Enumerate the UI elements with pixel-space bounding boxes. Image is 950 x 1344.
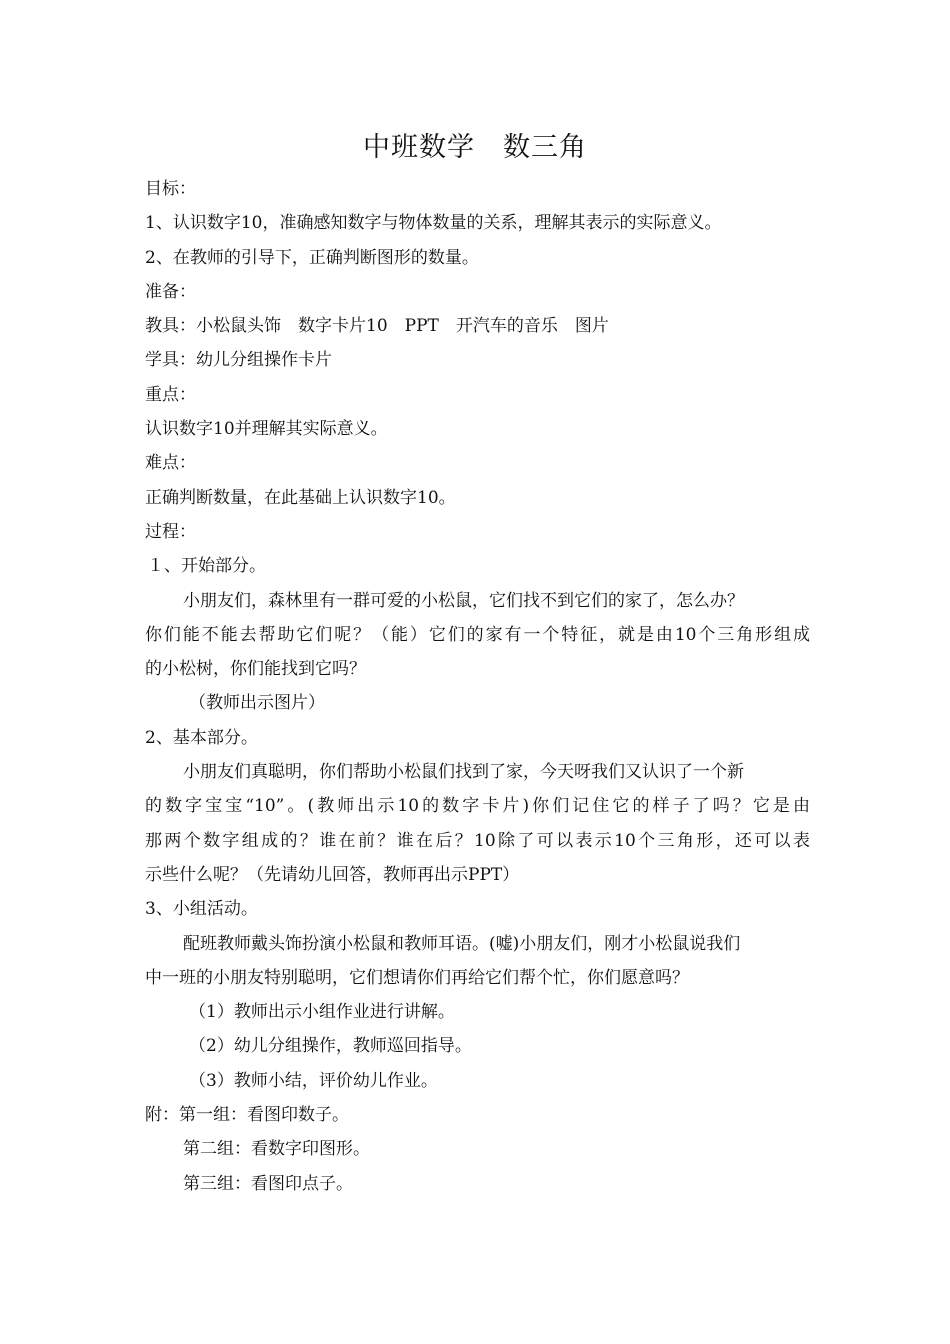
text-line: 附：第一组：看图印数子。 bbox=[145, 1105, 349, 1126]
text-line: 那两个数字组成的？谁在前？谁在后？10除了可以表示10个三角形，还可以表 bbox=[145, 830, 810, 851]
text-line: 小朋友们，森林里有一群可爱的小松鼠，它们找不到它们的家了，怎么办？ bbox=[183, 590, 744, 611]
text-line: 的数字宝宝“10”。(教师出示10的数字卡片)你们记住它的样子了吗？它是由 bbox=[145, 796, 810, 817]
text-line: （1）教师出示小组作业进行讲解。 bbox=[189, 1002, 455, 1023]
text-line: 目标： bbox=[145, 179, 196, 199]
text-line: 2、基本部分。 bbox=[145, 727, 258, 748]
text-line: （2）幼儿分组操作，教师巡回指导。 bbox=[189, 1036, 472, 1057]
text-line: 难点： bbox=[145, 453, 196, 474]
page-title: 中班数学 数三角 bbox=[363, 132, 587, 163]
text-line: 中一班的小朋友特别聪明，它们想请你们再给它们帮个忙，你们愿意吗？ bbox=[145, 967, 689, 988]
text-line: 示些什么呢？（先请幼儿回答，教师再出示PPT） bbox=[145, 864, 520, 885]
text-line: （3）教师小结，评价幼儿作业。 bbox=[189, 1070, 438, 1091]
text-line: 准备： bbox=[145, 281, 196, 302]
text-line: 重点： bbox=[145, 384, 196, 405]
text-line: （教师出示图片） bbox=[189, 693, 325, 714]
text-line: 你们能不能去帮助它们呢？（能）它们的家有一个特征，就是由10个三角形组成 bbox=[145, 624, 810, 645]
text-line: 的小松树，你们能找到它吗？ bbox=[145, 659, 366, 680]
text-line: 教具：小松鼠头饰 数字卡片10 PPT 开汽车的音乐 图片 bbox=[145, 316, 609, 337]
text-line: 配班教师戴头饰扮演小松鼠和教师耳语。(嘘)小朋友们，刚才小松鼠说我们 bbox=[183, 933, 741, 954]
text-line: 2、在教师的引导下，正确判断图形的数量。 bbox=[145, 247, 479, 268]
document-body bbox=[145, 172, 810, 1201]
text-line: 学具：幼儿分组操作卡片 bbox=[145, 350, 332, 371]
text-line: 正确判断数量，在此基础上认识数字10。 bbox=[145, 487, 456, 508]
text-line: 1、认识数字10，准确感知数字与物体数量的关系，理解其表示的实际意义。 bbox=[145, 213, 722, 234]
text-line: 3、小组活动。 bbox=[145, 899, 258, 920]
text-line: 小朋友们真聪明，你们帮助小松鼠们找到了家，今天呀我们又认识了一个新 bbox=[183, 762, 744, 783]
text-line: １、开始部分。 bbox=[147, 556, 266, 577]
text-line: 认识数字10并理解其实际意义。 bbox=[145, 419, 388, 440]
text-line: 过程： bbox=[145, 521, 196, 542]
text-line: 第三组：看图印点子。 bbox=[183, 1173, 353, 1194]
text-line: 第二组：看数字印图形。 bbox=[183, 1139, 370, 1160]
